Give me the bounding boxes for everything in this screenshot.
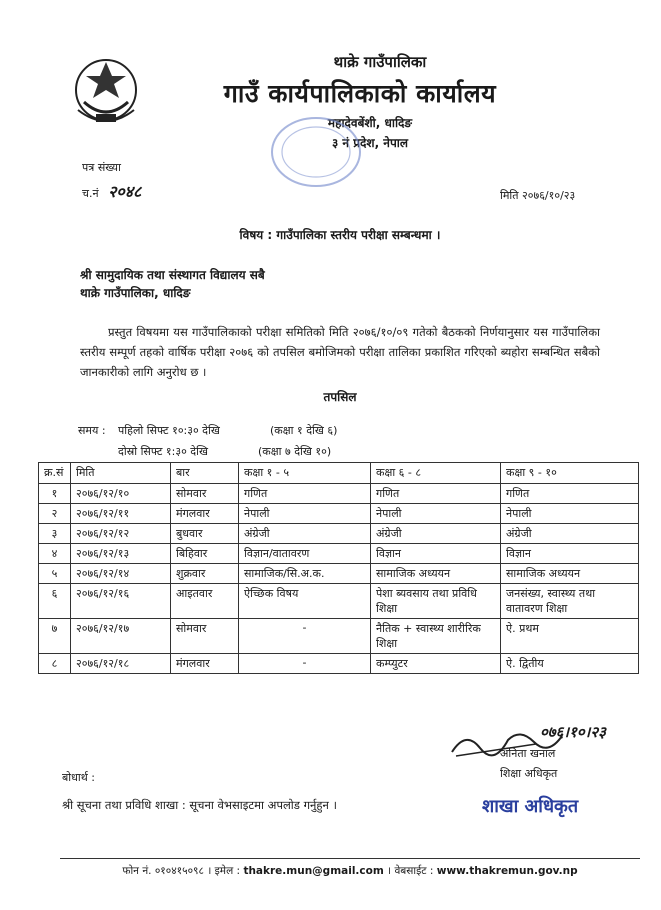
cell-sn: ५	[39, 564, 71, 584]
cell-date: २०७६/१२/१८	[71, 654, 171, 674]
recipient-line-2: थाक्रे गाउँपालिका, धादिङ	[80, 286, 191, 300]
address-line-2: ३ नं प्रदेश, नेपाल	[331, 136, 409, 150]
cc-label: बोधार्थ :	[62, 771, 95, 784]
section-officer-stamp: शाखा अधिकृत	[482, 796, 579, 817]
table-row	[39, 544, 639, 564]
subject: विषय : गाउँपालिका स्तरीय परीक्षा सम्बन्धमा ।	[239, 228, 441, 242]
dispatch-label: च.नं	[82, 187, 99, 200]
cell-sn: ८	[39, 654, 71, 674]
cell-date: २०७६/१२/१४	[71, 564, 171, 584]
cell-day: सोमवार	[171, 619, 239, 654]
table-header-row	[39, 463, 639, 484]
cell-day: शुक्रवार	[171, 564, 239, 584]
cell-sn: ७	[39, 619, 71, 654]
cell-date: २०७६/१२/१२	[71, 524, 171, 544]
recipient-line-1: श्री सामुदायिक तथा संस्थागत विद्यालय सबै	[80, 268, 265, 282]
cell-grade-1-5: अंग्रेजी	[239, 524, 371, 544]
office-seal-icon	[266, 112, 366, 190]
table-row	[39, 524, 639, 544]
cc-text: श्री सूचना तथा प्रविधि शाखा : सूचना वेभसाइटमा अपलोड गर्नुहुन ।	[62, 798, 337, 812]
time-label: समय :	[78, 424, 106, 437]
cell-grade-6-8: नैतिक + स्वास्थ्य शारीरिक शिक्षा	[371, 619, 501, 654]
cell-date: २०७६/१२/१०	[71, 484, 171, 504]
cell-grade-1-5: ऐच्छिक विषय	[239, 584, 371, 619]
footer-email[interactable]: thakre.mun@gmail.com	[243, 865, 384, 877]
cell-date: २०७६/१२/११	[71, 504, 171, 524]
cell-grade-9-10: अंग्रेजी	[501, 524, 639, 544]
header-date: मिति	[71, 463, 171, 484]
cell-grade-6-8: नेपाली	[371, 504, 501, 524]
cell-grade-9-10: विज्ञान	[501, 544, 639, 564]
letter-number-label: पत्र संख्या	[82, 161, 121, 174]
cell-grade-6-8: सामाजिक अध्ययन	[371, 564, 501, 584]
cell-day: आइतवार	[171, 584, 239, 619]
office-name: गाउँ कार्यपालिकाको कार्यालय	[223, 79, 497, 108]
details-heading: तपसिल	[323, 390, 357, 404]
cell-grade-9-10: नेपाली	[501, 504, 639, 524]
cell-grade-6-8: गणित	[371, 484, 501, 504]
table-row	[39, 564, 639, 584]
cell-day: सोमवार	[171, 484, 239, 504]
cell-day: मंगलवार	[171, 504, 239, 524]
exam-schedule-table	[38, 462, 639, 674]
cell-sn: १	[39, 484, 71, 504]
cell-sn: ४	[39, 544, 71, 564]
footer-web-label: । वेबसाईट :	[387, 865, 434, 877]
footer-divider	[60, 858, 640, 859]
cell-grade-6-8: कम्प्युटर	[371, 654, 501, 674]
shift-2: दोस्रो सिफ्ट १:३० देखि	[118, 445, 208, 458]
cell-grade-1-5: विज्ञान/वातावरण	[239, 544, 371, 564]
dispatch-number	[82, 180, 141, 202]
cell-day: मंगलवार	[171, 654, 239, 674]
cell-grade-1-5: -	[239, 654, 371, 674]
cell-grade-9-10: जनसंख्य, स्वास्थ्य तथा वातावरण शिक्षा	[501, 584, 639, 619]
footer-phone: फोन नं. ०१०४१५०९८ ।	[122, 865, 212, 877]
header-grade-9-10: कक्षा ९ - १०	[501, 463, 639, 484]
footer-email-label: इमेल :	[214, 865, 241, 877]
table-row	[39, 504, 639, 524]
dispatch-value: २०४८	[108, 182, 142, 201]
cell-grade-6-8: अंग्रेजी	[371, 524, 501, 544]
cell-grade-9-10: सामाजिक अध्ययन	[501, 564, 639, 584]
header-day: बार	[171, 463, 239, 484]
cell-grade-1-5: सामाजिक/सि.अ.क.	[239, 564, 371, 584]
body-paragraph: प्रस्तुत विषयमा यस गाउँपालिकाको परीक्षा समितिको मिति २०७६/१०/०९ गतेको बैठकको निर्णयानुसार यस गाउँपालिका स्तरीय सम्पूर्ण तहको वार्षिक परीक्षा २०७६ को तपसिल बमोजिमको परीक्षा तालिका प्रकाशित गरिएको ब्यहोरा सम्बन्धित सबैको जानकारीको लागि अनुरोध छ ।	[80, 325, 600, 379]
cell-grade-6-8: पेशा ब्यवसाय तथा प्रविधि शिक्षा	[371, 584, 501, 619]
cell-date: २०७६/१२/१७	[71, 619, 171, 654]
cell-grade-6-8: विज्ञान	[371, 544, 501, 564]
signer-title: शिक्षा अधिकृत	[500, 767, 558, 780]
cell-grade-9-10: ऐ. द्वितीय	[501, 654, 639, 674]
cell-grade-1-5: नेपाली	[239, 504, 371, 524]
cell-date: २०७६/१२/१३	[71, 544, 171, 564]
header-grade-6-8: कक्षा ६ - ८	[371, 463, 501, 484]
table-row	[39, 619, 639, 654]
shift-1-classes: (कक्षा १ देखि ६)	[270, 424, 338, 437]
header-grade-1-5: कक्षा १ - ५	[239, 463, 371, 484]
signature-date: ०७६।१०।२३	[540, 723, 606, 741]
cell-grade-1-5: -	[239, 619, 371, 654]
signer-name: अनिता खनाल	[500, 747, 556, 760]
footer-website[interactable]: www.thakremun.gov.np	[436, 865, 578, 877]
cell-day: बुधवार	[171, 524, 239, 544]
cell-sn: २	[39, 504, 71, 524]
cell-sn: ६	[39, 584, 71, 619]
cell-day: बिहिवार	[171, 544, 239, 564]
nepal-government-emblem-icon	[66, 52, 146, 132]
cell-grade-9-10: गणित	[501, 484, 639, 504]
cell-grade-9-10: ऐ. प्रथम	[501, 619, 639, 654]
address-line-1: महादेवबेंशी, धादिङ	[327, 116, 413, 130]
letter-date: मिति २०७६/१०/२३	[500, 189, 576, 202]
footer	[60, 864, 640, 878]
table-row	[39, 654, 639, 674]
table-row	[39, 584, 639, 619]
cell-date: २०७६/१२/१६	[71, 584, 171, 619]
cell-grade-1-5: गणित	[239, 484, 371, 504]
header-sn: क्र.सं	[39, 463, 71, 484]
shift-2-classes: (कक्षा ७ देखि १०)	[258, 445, 332, 458]
shift-1: पहिलो सिफ्ट १०:३० देखि	[118, 424, 220, 437]
cell-sn: ३	[39, 524, 71, 544]
municipality-name: थाक्रे गाउँपालिका	[333, 53, 427, 71]
table-row	[39, 484, 639, 504]
